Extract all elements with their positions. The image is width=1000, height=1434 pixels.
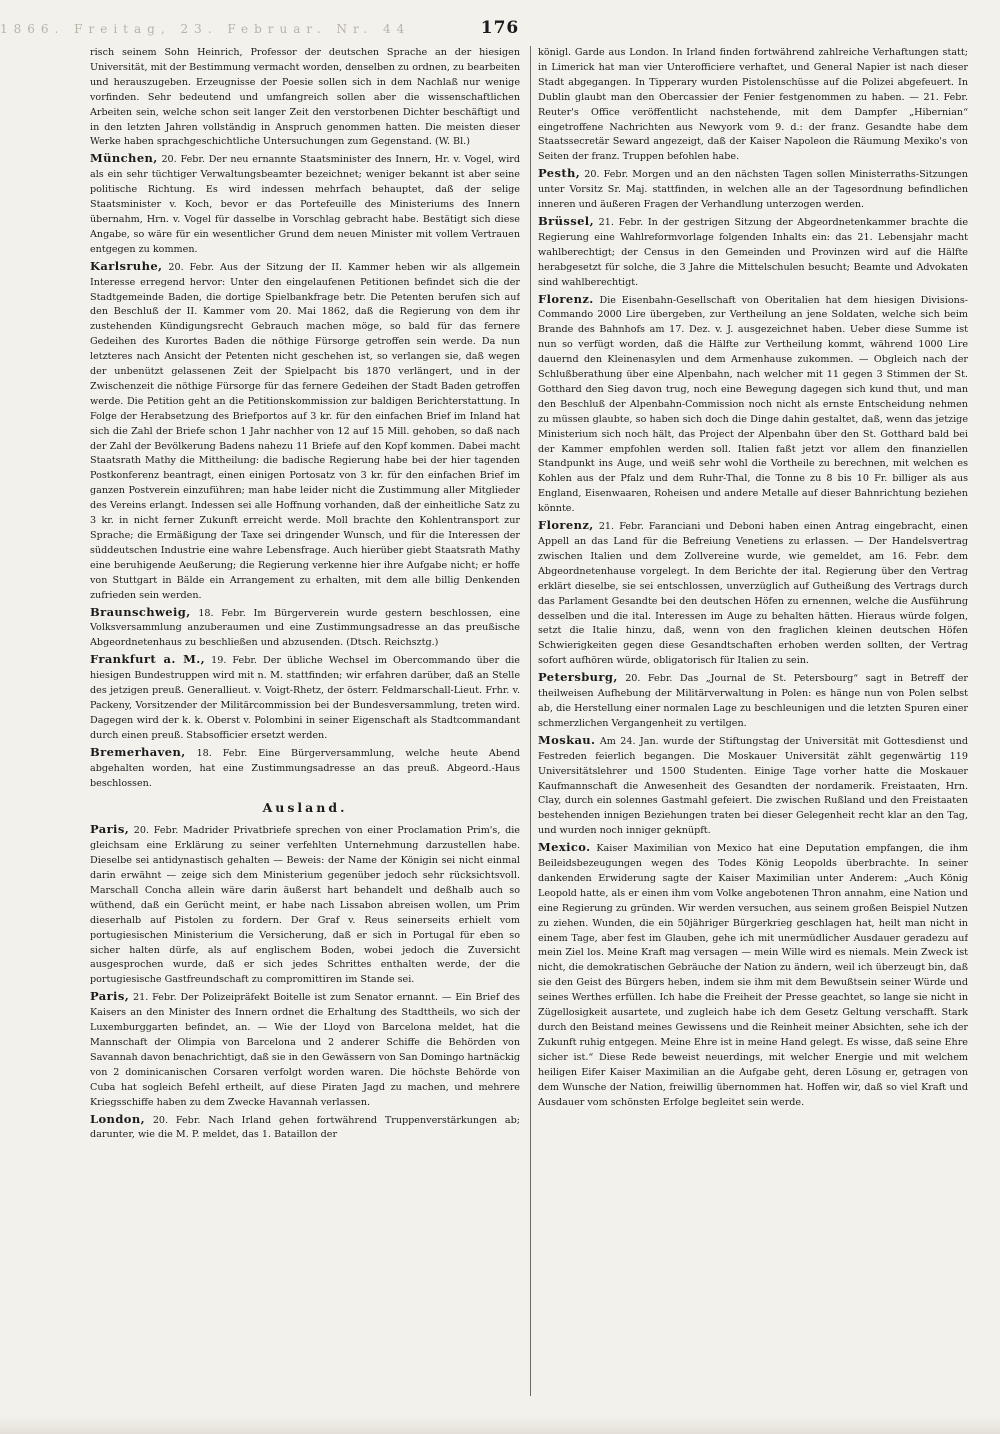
news-item — [90, 745, 520, 792]
section-heading: Ausland. — [262, 800, 348, 816]
news-item — [538, 733, 968, 839]
news-item — [538, 214, 968, 291]
news-text: Am 24. Jan. wurde der Stiftungstag der Universität mit Gottesdienst und Festreden feierlich begangen. Die Moskauer Universität zählt gegenwärtig 119 Universitätslehrer und 1500 Studenten. Einige Tage vorher hatte die Moskauer Kaufmannschaft die Anwesenheit des Gesandten der nordamerik. Freistaaten, Hrn. Clay, durch ein solennes Gastmahl gefeiert. Die zwischen Rußland und den Freistaaten bestehenden innigen Beziehungen traten bei dieser Gelegenheit recht klar an den Tag, und wurden noch inniger geknüpft. — [538, 735, 968, 837]
news-text: Die Eisenbahn-Gesellschaft von Oberitalien hat dem hiesigen Divisions-Commando 2000 Lire übergeben, zur Vertheilung an jene Soldaten, welche sich beim Brande des Bahnhofs am 17. Dez. v. J. ausgezeichnet haben. Ueber diese Summe ist nun so verfügt worden, daß die Hälfte zur Vertheilung kommt, während 1000 Lire dauernd den Kleinenasylen und dem Armenhause zukommen. — Obgleich nach der Schlußberathung über eine Alpenbahn, nach welcher mit 11 gegen 3 Stimmen der St. Gotthard den Sieg davon trug, noch eine Bewegung dagegen sich kund thut, und man den Beschluß der Alpenbahn-Commission noch nicht als ernste Entscheidung nehmen zu müssen glaubte, so haben sich doch die Dinge dahin gestaltet, daß, wenn das jetzige Ministerium sich noch hält, das Project der Alpenbahn über den St. Gotthard bald bei der Kammer empfohlen werden soll. Italien faßt jetzt vor allem den finanziellen Standpunkt ins Auge, und weiß sehr wohl die Vortheile zu berechnen, mit welchen es Kohlen aus der Pfalz und dem Ruhr-Thal, die Tonne zu 8 bis 10 Fr. billiger als aus England, Eisenwaaren, Roheisen und andere Metalle auf dieser Bahnrichtung beziehen könnte. — [538, 294, 968, 515]
dateline-place: Mexico. — [538, 840, 591, 855]
news-item — [538, 840, 968, 1110]
news-text: 20. Febr. Nach Irland gehen fortwährend Truppenverstärkungen ab; darunter, wie die M. P. meldet, das 1. Bataillon der — [90, 1114, 520, 1141]
dateline-place: Brüssel, — [538, 213, 594, 228]
news-text: 18. Febr. Eine Bürgerversammlung, welche heute Abend abgehalten worden, hat eine Zustimmungsadresse an das preuß. Abgeord.-Haus beschlossen. — [90, 747, 520, 789]
dateline-place: Karlsruhe, — [90, 258, 163, 273]
page-edge-shadow — [0, 1416, 1000, 1434]
news-text: risch seinem Sohn Heinrich, Professor der deutschen Sprache an der hiesigen Universität, mit der Bestimmung vermacht worden, denselben zu ordnen, zu bearbeiten und herauszugeben. Erzeugnisse der Poesie sollen sich in dem Nachlaß nur wenige vorfinden. Sehr bedeutend und umfangreich sollen aber die wissenschaftlichen Arbeiten sein, welche schon seit langer Zeit den verstorbenen Dichter beschäftigt und in den letzten Jahren vollständig in Anspruch genommen hatten. Die meisten dieser Werke haben sprachgeschichtliche Untersuchungen zum Gegenstand. (W. Bl.) — [90, 47, 520, 148]
news-item — [538, 292, 968, 518]
dateline-place: München, — [90, 151, 158, 166]
news-item — [90, 259, 520, 604]
news-text: 21. Febr. In der gestrigen Sitzung der Abgeordnetenkammer brachte die Regierung eine Wahlreformvorlage folgenden Inhalts ein: das 21. Lebensjahr macht wahlberechtigt; der Census in den Gemeinden und Provinzen wird auf die Hälfte herabgesetzt für solche, die 3 Jahre die Mittelschulen besucht; Beamte und Advokaten sind wahlberechtigt. — [538, 216, 968, 288]
news-item — [538, 166, 968, 213]
dateline-place: Petersburg, — [538, 670, 618, 685]
news-item — [90, 151, 520, 257]
news-text: 21. Febr. Der Polizeipräfekt Boitelle ist zum Senator ernannt. — Ein Brief des Kaisers an den Minister des Innern ordnet die Erhaltung des Stadttheils, wo sich der Luxemburggarten befindet, an. — Wie der Lloyd von Barcelona meldet, hat die Mannschaft der Olimpia von Barcelona und 2 anderer Schiffe die Behörden von Savannah davon benachrichtigt, daß sie in den Gewässern von San Domingo hartnäckig von 2 dominicanischen Corsaren verfolgt worden waren. Die höchste Behörde von Cuba hat sogleich Befehl ertheilt, auf diese Piraten Jagd zu machen, und mehrere Kriegsschiffe haben zu dem Zwecke Havannah verlassen. — [90, 992, 520, 1108]
dateline-place: Braunschweig, — [90, 604, 191, 619]
news-text: 21. Febr. Faranciani und Deboni haben einen Antrag eingebracht, einen Appell an das Land für die Befreiung Venetiens zu erlassen. — Der Handelsvertrag zwischen Italien und dem Zollvereine wurde, wie gemeldet, am 16. Febr. dem Abgeordnetenhause vorgelegt. In dem Berichte der ital. Regierung über den Vertrag erklärt dieselbe, sie sei entschlossen, unverzüglich auf Gutheißung des Vertrags durch das Parlament Gesandte bei den deutschen Höfen zu ernennen, welche die Ausführung desselben und die ital. Interessen im Auge zu behalten hätten. Hieraus würde folgen, setzt die Italie hinzu, daß, wenn von den fraglichen kleinen deutschen Höfen Schwierigkeiten gegen diese Gesandtschaften erhoben werden sollten, der Vertrag sofort aufhören würde, obligatorisch für Italien zu sein. — [538, 521, 968, 667]
dateline-place: Frankfurt a. M., — [90, 652, 206, 667]
news-item — [538, 670, 968, 732]
right-column — [538, 46, 968, 1406]
news-text: 19. Febr. Der übliche Wechsel im Obercommando über die hiesigen Bundestruppen wird mit n. M. stattfinden; wir erfahren darüber, daß an Stelle des jetzigen preuß. Generallieut. v. Voigt-Rhetz, der österr. Feldmarschall-Lieut. Frhr. v. Packeny, Vorsitzender der Militärcommission bei der Bundesversammlung, treten wird. Dagegen wird der k. k. Oberst v. Polombini in seiner Eigenschaft als Stadtcommandant durch einen preuß. Stabsofficier ersetzt werden. — [90, 655, 520, 741]
news-text: 20. Febr. Madrider Privatbriefe sprechen von einer Proclamation Prim's, die gleichsam eine Erklärung zu seiner verfehlten Unternehmung darzustellen habe. Dieselbe sei antidynastisch gehalten — Beweis: der Name der Königin sei nicht einmal darin erwähnt — zeige sich dem Ministerium gegenüber jedoch sehr rücksichtsvoll. Marschall Concha allein wäre darin äußerst hart behandelt und deßhalb auch so wüthend, daß ein Gerücht meint, er habe nach Lissabon abreisen wollen, um Prim dieserhalb auf Pistolen zu fordern. Der Graf v. Reus seinerseits erhielt vom portugiesischen Ministerium die Versicherung, daß er sich in Portugal für eben so sicher halten dürfe, als auf englischem Boden, wobei jedoch die Zuversicht ausgesprochen wurde, daß er sich jedes Schrittes enthalten werde, der die portugiesische Gastfreundschaft zu compromittiren im Stande sei. — [90, 825, 520, 986]
dateline-place: London, — [90, 1111, 145, 1126]
dateline-place: Paris, — [90, 822, 130, 837]
news-item — [90, 605, 520, 652]
news-text: 20. Febr. Aus der Sitzung der II. Kammer heben wir als allgemein Interesse erregend hervor: Unter den eingelaufenen Petitionen befindet sich die der Stadtgemeinde Baden, die dortige Spielbankfrage betr. Die Petenten berufen sich auf den Beschluß der II. Kammer vom 20. Mai 1862, daß die Regierung von dem ihr zustehenden Kündigungsrecht Gebrauch machen möge, so bald für das fernere Gedeihen des Kurortes Baden die nöthige Fürsorge getroffen sein werde. Da nun letzteres nach Ansicht der Petenten nicht geschehen ist, so verlangen sie, daß wegen der unbenützt gelassenen Zeit der Spielpacht bis 1870 verlängert, und in der Zwischenzeit die nöthige Fürsorge für das fernere Gedeihen der Stadt Baden getroffen werde. Die Petition geht an die Petitionskommission zur baldigen Berichterstattung. In Folge der Herabsetzung des Briefportos auf 3 kr. für den einfachen Brief im Inland hat sich die Zahl der Briefe schon 1 Jahr nachher von 12 auf 15 Mill. gehoben, so daß nach der Zahl der Bevölkerung Badens nahezu 11 Briefe auf den Kopf kommen. Dabei macht Staatsrath Mathy die Mittheilung: die badische Regierung habe bei der hier tagenden Postkonferenz beantragt, einen einigen Portosatz von 3 kr. für den einfachen Brief im ganzen Postverein einzuführen; man habe leider nicht die Zustimmung aller Mitglieder des Vereins erlangt. Indessen sei alle Hoffnung vorhanden, daß der einheitliche Satz zu 3 kr. in nicht ferner Zukunft erreicht werde. Moll brachte den Kohlentransport zur Sprache; die Ermäßigung der Taxe sei dringender Wunsch, und für die Interessen der süddeutschen Industrie eine wahre Lebensfrage. Auch hierüber giebt Staatsrath Mathy eine beruhigende Aeußerung; die Regierung verkenne hier ihre Aufgabe nicht; er hoffe von Stuttgart in Bälde ein Arrangement zu erhalten, mit dem alle billig Denkenden zufrieden sein werden. — [90, 261, 520, 601]
dateline-place: Florenz. — [538, 291, 594, 306]
news-item — [90, 652, 520, 743]
news-text: königl. Garde aus London. In Irland finden fortwährend zahlreiche Verhaftungen statt; in Limerick hat man vier Unterofficiere verhaftet, und General Napier ist nach dieser Stadt abgegangen. In Tipperary wurden Pistolenschüsse auf die Polizei abgefeuert. In Dublin glaubt man den Obercassier der Fenier festgenommen zu haben. — 21. Febr. Reuter's Office veröffentlicht nachstehende, mit dem Dampfer „Hibernian“ eingetroffene Nachrichten aus Newyork vom 9. d.: der franz. Gesandte habe dem Staatssecretär Seward angezeigt, daß der Kaiser Napoleon die Räumung Mexiko's von Seiten der franz. Truppen befohlen habe. — [538, 47, 968, 163]
page-number: 176 — [480, 18, 520, 38]
dateline-place: Bremerhaven, — [90, 744, 186, 759]
news-item — [538, 46, 968, 165]
news-item — [90, 989, 520, 1110]
column-divider — [530, 46, 531, 1396]
bleed-through-text: 1866. Freitag, 23. Februar. Nr. 44 — [0, 22, 411, 36]
dateline-place: Paris, — [90, 989, 130, 1004]
dateline-place: Pesth, — [538, 166, 581, 181]
news-item — [90, 46, 520, 150]
news-item — [90, 822, 520, 988]
news-text: 18. Febr. Im Bürgerverein wurde gestern beschlossen, eine Volksversammlung anzuberaumen und eine Zustimmungsadresse an das preußische Abgeordnetenhaus zu beschließen und abzusenden. (Dtsch. Reichsztg.) — [90, 607, 520, 649]
dateline-place: Moskau. — [538, 732, 596, 747]
news-item — [90, 1112, 520, 1144]
dateline-place: Florenz, — [538, 518, 594, 533]
left-column — [90, 46, 520, 1406]
news-text: 20. Febr. Der neu ernannte Staatsminister des Innern, Hr. v. Vogel, wird als ein sehr tüchtiger Verwaltungsbeamter bezeichnet; weniger bekannt ist aber seine politische Richtung. Es wird indessen mehrfach behauptet, daß der selige Staatsminister v. Koch, bevor er das Portefeuille des Ministeriums des Innern übernahm, Hrn. v. Vogel für dasselbe in Vorschlag gebracht habe. Bestätigt sich diese Angabe, so wäre für ein wesentlicher Grund dem neuen Minister mit vollem Vertrauen entgegen zu kommen. — [90, 154, 520, 255]
news-text: Kaiser Maximilian von Mexico hat eine Deputation empfangen, die ihm Beileidsbezeugungen wegen des Todes König Leopolds überbrachte. In seiner dankenden Erwiderung sagte der Kaiser Maximilian unter Anderem: „Auch König Leopold hatte, als er einen ihm vom Volke angebotenen Thron annahm, eine Nation und eine Regierung zu gründen. Wir werden versuchen, aus seinem großen Beispiel Nutzen zu ziehen. Wunden, die ein 50jähriger Bürgerkrieg geschlagen hat, heilt man nicht in einem Tage, aber fest im Glauben, gehe ich mit unermüdlicher Ausdauer geradezu auf mein Ziel los. Meine Kraft mag versagen — mein Wille wird es niemals. Mein Zweck ist nicht, die demokratischen Gebräuche der Nation zu ändern, weil ich überzeugt bin, daß sie den Geist des Bürgers heben, indem sie ihm mit dem Bewußtsein seiner Würde und seines Werthes erfüllen. Ich habe die Freiheit der Presse geachtet, so lange sie nicht in Zügellosigkeit ausartete, und zugleich habe ich dem Gesetz Geltung verschafft. Stark durch den Beistand meines Gewissens und die Reinheit meiner Absichten, sehe ich der Zukunft ruhig entgegen. Meine Ehre ist in meine Hand gelegt. Es wisse, daß seine Ehre sicher ist.“ Diese Rede beweist neuerdings, mit welcher Energie und mit welchem heiligen Eifer Kaiser Maximilian an die Aufgabe geht, deren Lösung er, getragen von dem Wunsche der Nation, freiwillig übernommen hat. Hoffen wir, daß so viel Kraft und Ausdauer vom schönsten Erfolge begleitet sein werde. — [538, 843, 968, 1108]
news-item — [538, 518, 968, 669]
news-text: 20. Febr. Morgen und an den nächsten Tagen sollen Ministerraths-Sitzungen unter Vorsitz Sr. Maj. stattfinden, in welchen alle an der Tagesordnung befindlichen inneren und äußeren Fragen der Verhandlung unterzogen werden. — [538, 169, 968, 211]
news-text: 20. Febr. Das „Journal de St. Petersbourg“ sagt in Betreff der theilweisen Aufhebung der Militärverwaltung in Polen: es hänge nun von Polen selbst ab, die Herstellung einer normalen Lage zu beschleunigen und die letzten Spuren einer schmerzlichen Vergangenheit zu vertilgen. — [538, 673, 968, 729]
